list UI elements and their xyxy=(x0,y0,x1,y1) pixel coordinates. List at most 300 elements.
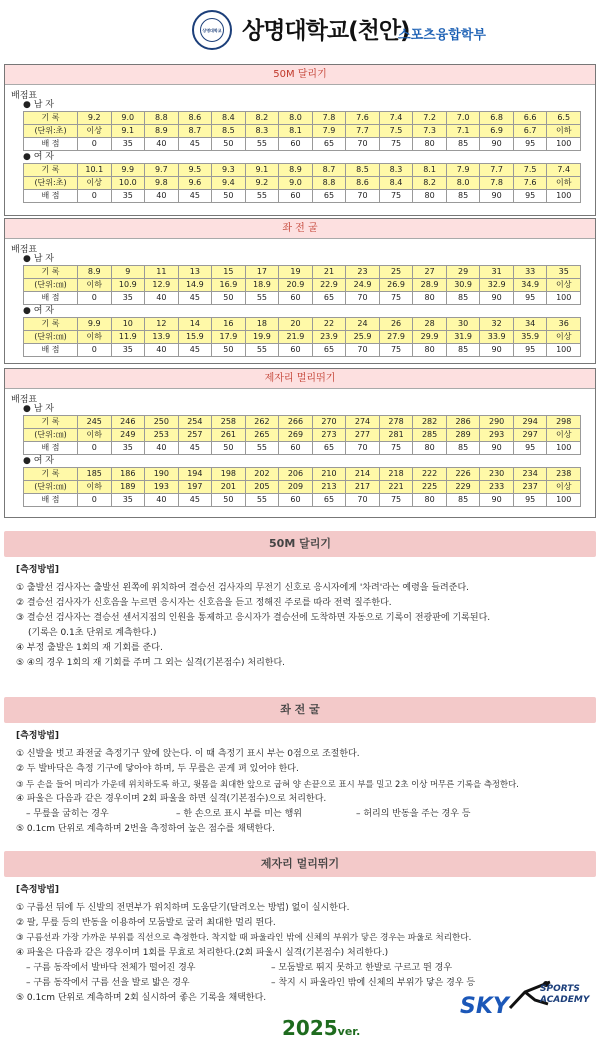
row-label: 배 점 xyxy=(24,344,78,357)
table-cell: 31 xyxy=(480,266,514,279)
table-cell: 26.9 xyxy=(379,279,413,292)
table-cell: 70 xyxy=(346,494,380,507)
table-cell: 80 xyxy=(413,344,447,357)
logo-sky: SKY xyxy=(460,994,509,1019)
table-cell: 50 xyxy=(212,442,246,455)
row-label: (단위:㎝) xyxy=(24,481,78,494)
row-label: 기 록 xyxy=(24,468,78,481)
method-head: [측정방법] xyxy=(16,565,60,575)
table-cell: 7.8 xyxy=(312,112,346,125)
table-cell: 35 xyxy=(111,442,145,455)
table-cell: 35 xyxy=(111,138,145,151)
table-cell: 34 xyxy=(513,318,547,331)
table-cell: 21.9 xyxy=(279,331,313,344)
table-cell: 14 xyxy=(178,318,212,331)
table-cell: 221 xyxy=(379,481,413,494)
department-name: 스포츠융합학부 xyxy=(398,28,486,43)
table-cell: 28 xyxy=(413,318,447,331)
table-cell: 45 xyxy=(178,442,212,455)
method-head: [측정방법] xyxy=(16,731,60,741)
table-cell: 8.7 xyxy=(178,125,212,138)
table-cell: 9.1 xyxy=(111,125,145,138)
table-cell: 20 xyxy=(279,318,313,331)
table-cell: 16.9 xyxy=(212,279,246,292)
table-cell: 29 xyxy=(446,266,480,279)
table-cell: 35 xyxy=(111,190,145,203)
table-cell: 9.1 xyxy=(245,164,279,177)
table-cell: 18.9 xyxy=(245,279,279,292)
table-cell: 100 xyxy=(547,292,581,305)
table-cell: 90 xyxy=(480,292,514,305)
table-cell: 85 xyxy=(446,138,480,151)
table-cell: 237 xyxy=(513,481,547,494)
table-cell: 75 xyxy=(379,292,413,305)
row-label: 기 록 xyxy=(24,164,78,177)
table-cell: 45 xyxy=(178,190,212,203)
table-cell: 9.0 xyxy=(279,177,313,190)
table-cell: 245 xyxy=(78,416,112,429)
table-cell: 230 xyxy=(480,468,514,481)
table-cell: 290 xyxy=(480,416,514,429)
male-label: ● 남 자 xyxy=(23,404,54,414)
row-label: 기 록 xyxy=(24,112,78,125)
method-line: ④ 파울은 다음과 같은 경우이며 1회를 무효로 처리한다.(2회 파울시 실격(기본점수) 처리한다.) xyxy=(16,948,389,958)
table-cell: 7.1 xyxy=(446,125,480,138)
table-cell: 55 xyxy=(245,344,279,357)
female-table xyxy=(23,163,581,203)
table-row xyxy=(24,138,581,151)
table-cell: 8.9 xyxy=(145,125,179,138)
row-label: (단위:초) xyxy=(24,177,78,190)
method-line: ① 신발을 벗고 좌전굴 측정기구 앞에 앉는다. 이 때 측정기 표시 부는 0점으로 조절한다. xyxy=(16,749,360,759)
table-cell: 65 xyxy=(312,442,346,455)
header xyxy=(0,0,600,64)
table-cell: 9.9 xyxy=(78,318,112,331)
table-cell: 7.6 xyxy=(346,112,380,125)
table-cell: 193 xyxy=(145,481,179,494)
table-cell: 7.6 xyxy=(513,177,547,190)
method-sit-body xyxy=(4,723,596,843)
method-line: ① 구름선 뒤에 두 신발의 전면부가 위치하며 도움닫기(달려오는 방법) 없이 실시한다. xyxy=(16,903,350,913)
male-table xyxy=(23,111,581,151)
table-cell: 40 xyxy=(145,494,179,507)
female-table xyxy=(23,467,581,507)
table-cell: 289 xyxy=(446,429,480,442)
table-cell: 35.9 xyxy=(513,331,547,344)
foul-item: – 구름 동작에서 발바닥 전체가 떨어진 경우 xyxy=(26,963,196,973)
table-cell: 17 xyxy=(245,266,279,279)
table-cell: 186 xyxy=(111,468,145,481)
table-cell: 이하 xyxy=(78,481,112,494)
table-cell: 6.8 xyxy=(480,112,514,125)
table-cell: 185 xyxy=(78,468,112,481)
table-cell: 8.4 xyxy=(379,177,413,190)
table-cell: 197 xyxy=(178,481,212,494)
table-cell: 이하 xyxy=(78,429,112,442)
table-cell: 65 xyxy=(312,344,346,357)
female-label: ● 여 자 xyxy=(23,152,54,162)
table-cell: 298 xyxy=(547,416,581,429)
table-row xyxy=(24,318,581,331)
table-cell: 32 xyxy=(480,318,514,331)
table-cell: 7.4 xyxy=(547,164,581,177)
table-cell: 270 xyxy=(312,416,346,429)
table-cell: 85 xyxy=(446,292,480,305)
row-label: (단위:㎝) xyxy=(24,331,78,344)
method-line: ③ 구름선과 가장 가까운 부위를 직선으로 측정한다. 착지할 때 파울라인 밖에 신체의 부위가 닿은 경우는 파울로 처리한다. xyxy=(16,933,472,943)
method-head: [측정방법] xyxy=(16,885,60,895)
table-cell: 269 xyxy=(279,429,313,442)
table-cell: 214 xyxy=(346,468,380,481)
row-label: (단위:㎝) xyxy=(24,279,78,292)
table-cell: 7.5 xyxy=(513,164,547,177)
table-cell: 8.5 xyxy=(212,125,246,138)
table-cell: 19.9 xyxy=(245,331,279,344)
table-cell: 75 xyxy=(379,344,413,357)
table-cell: 27 xyxy=(413,266,447,279)
table-cell: 18 xyxy=(245,318,279,331)
method-run-section xyxy=(4,531,596,677)
table-cell: 40 xyxy=(145,344,179,357)
table-row xyxy=(24,468,581,481)
table-cell: 7.3 xyxy=(413,125,447,138)
table-cell: 8.1 xyxy=(279,125,313,138)
table-cell: 206 xyxy=(279,468,313,481)
table-cell: 95 xyxy=(513,138,547,151)
table-cell: 90 xyxy=(480,442,514,455)
table-cell: 253 xyxy=(145,429,179,442)
male-label: ● 남 자 xyxy=(23,100,54,110)
table-cell: 45 xyxy=(178,494,212,507)
table-cell: 이하 xyxy=(78,279,112,292)
method-line: ② 두 발바닥은 측정 기구에 닿아야 하며, 두 무릎은 곧게 펴 있어야 한다. xyxy=(16,764,299,774)
university-seal xyxy=(192,10,232,50)
row-label: (단위:㎝) xyxy=(24,429,78,442)
table-cell: 293 xyxy=(480,429,514,442)
table-cell: 이상 xyxy=(547,279,581,292)
table-cell: 75 xyxy=(379,442,413,455)
table-cell: 190 xyxy=(145,468,179,481)
table-cell: 13.9 xyxy=(145,331,179,344)
table-cell: 22.9 xyxy=(312,279,346,292)
seal-text: 상명대학교 xyxy=(200,18,224,42)
table-cell: 8.9 xyxy=(78,266,112,279)
table-cell: 40 xyxy=(145,292,179,305)
table-cell: 60 xyxy=(279,344,313,357)
table-cell: 285 xyxy=(413,429,447,442)
table-cell: 8.9 xyxy=(279,164,313,177)
table-cell: 257 xyxy=(178,429,212,442)
method-line: (기록은 0.1초 단위로 계측한다.) xyxy=(28,628,157,638)
method-run-title: 50M 달리기 xyxy=(4,531,596,557)
foul-list xyxy=(16,961,584,976)
table-cell: 40 xyxy=(145,190,179,203)
table-cell: 75 xyxy=(379,138,413,151)
table-cell: 13 xyxy=(178,266,212,279)
table-cell: 249 xyxy=(111,429,145,442)
table-cell: 6.7 xyxy=(513,125,547,138)
table-cell: 189 xyxy=(111,481,145,494)
table-cell: 35 xyxy=(111,344,145,357)
table-cell: 202 xyxy=(245,468,279,481)
table-cell: 8.4 xyxy=(212,112,246,125)
table-row xyxy=(24,190,581,203)
table-row xyxy=(24,279,581,292)
table-cell: 10.1 xyxy=(78,164,112,177)
table-cell: 이상 xyxy=(78,125,112,138)
table-cell: 35 xyxy=(547,266,581,279)
row-label: (단위:초) xyxy=(24,125,78,138)
table-cell: 25.9 xyxy=(346,331,380,344)
table-cell: 17.9 xyxy=(212,331,246,344)
table-cell: 209 xyxy=(279,481,313,494)
table-cell: 70 xyxy=(346,138,380,151)
table-cell: 65 xyxy=(312,138,346,151)
table-cell: 이상 xyxy=(547,481,581,494)
table-cell: 8.1 xyxy=(413,164,447,177)
table-cell: 55 xyxy=(245,494,279,507)
male-label: ● 남 자 xyxy=(23,254,54,264)
table-cell: 50 xyxy=(212,292,246,305)
table-cell: 10 xyxy=(111,318,145,331)
foul-item: – 착지 시 파울라인 밖에 신체의 부위가 닿은 경우 등 xyxy=(271,978,476,988)
table-cell: 50 xyxy=(212,494,246,507)
table-cell: 8.0 xyxy=(446,177,480,190)
table-row xyxy=(24,266,581,279)
table-cell: 80 xyxy=(413,442,447,455)
table-cell: 8.8 xyxy=(145,112,179,125)
table-cell: 294 xyxy=(513,416,547,429)
table-cell: 22 xyxy=(312,318,346,331)
table-cell: 8.0 xyxy=(279,112,313,125)
jump-score-table xyxy=(4,368,596,518)
method-line: ① 출발선 검사자는 출발선 왼쪽에 위치하여 결승선 검사자의 무전기 신호로 응시자에게 '차려'라는 예령을 들려준다. xyxy=(16,583,469,593)
table-cell: 95 xyxy=(513,190,547,203)
table-cell: 이하 xyxy=(547,177,581,190)
table-cell: 7.4 xyxy=(379,112,413,125)
sky-sports-academy-logo xyxy=(460,980,590,1020)
table-cell: 60 xyxy=(279,442,313,455)
table-cell: 11 xyxy=(145,266,179,279)
table-cell: 65 xyxy=(312,292,346,305)
table-cell: 238 xyxy=(547,468,581,481)
table-cell: 90 xyxy=(480,344,514,357)
sit-score-table xyxy=(4,218,596,364)
table-cell: 0 xyxy=(78,138,112,151)
table-cell: 27.9 xyxy=(379,331,413,344)
table-cell: 9.5 xyxy=(178,164,212,177)
table-cell: 36 xyxy=(547,318,581,331)
table-cell: 198 xyxy=(212,468,246,481)
table-cell: 60 xyxy=(279,138,313,151)
row-label: 배 점 xyxy=(24,442,78,455)
table-cell: 14.9 xyxy=(178,279,212,292)
method-sit-title: 좌 전 굴 xyxy=(4,697,596,723)
table-cell: 32.9 xyxy=(480,279,514,292)
table-cell: 30 xyxy=(446,318,480,331)
table-cell: 15 xyxy=(212,266,246,279)
table-cell: 297 xyxy=(513,429,547,442)
table-cell: 282 xyxy=(413,416,447,429)
table-cell: 95 xyxy=(513,442,547,455)
table-cell: 0 xyxy=(78,292,112,305)
table-cell: 60 xyxy=(279,494,313,507)
table-cell: 8.2 xyxy=(245,112,279,125)
table-cell: 95 xyxy=(513,494,547,507)
foul-item: – 모둠발로 뛰지 못하고 한발로 구르고 뛴 경우 xyxy=(271,963,453,973)
male-table xyxy=(23,265,581,305)
table-row xyxy=(24,292,581,305)
table-cell: 10.0 xyxy=(111,177,145,190)
version-suffix: ver. xyxy=(337,1025,361,1038)
table-cell: 이상 xyxy=(78,177,112,190)
table-cell: 이상 xyxy=(547,331,581,344)
table-cell: 75 xyxy=(379,190,413,203)
table-cell: 15.9 xyxy=(178,331,212,344)
table-cell: 226 xyxy=(446,468,480,481)
table-cell: 85 xyxy=(446,344,480,357)
table-cell: 9.4 xyxy=(212,177,246,190)
row-label: 배 점 xyxy=(24,494,78,507)
female-table xyxy=(23,317,581,357)
table-cell: 75 xyxy=(379,494,413,507)
table-cell: 210 xyxy=(312,468,346,481)
table-row xyxy=(24,344,581,357)
table-cell: 258 xyxy=(212,416,246,429)
table-cell: 7.5 xyxy=(379,125,413,138)
run-score-table xyxy=(4,64,596,216)
method-jump-title: 제자리 멀리뛰기 xyxy=(4,851,596,877)
table-cell: 100 xyxy=(547,494,581,507)
method-run-body xyxy=(4,557,596,677)
table-cell: 80 xyxy=(413,138,447,151)
method-line: ④ 파울은 다음과 같은 경우이며 2회 파울을 하면 실격(기본점수)으로 처리한다. xyxy=(16,794,327,804)
table-row xyxy=(24,494,581,507)
table-cell: 80 xyxy=(413,190,447,203)
table-cell: 250 xyxy=(145,416,179,429)
table-cell: 229 xyxy=(446,481,480,494)
table-cell: 70 xyxy=(346,292,380,305)
table-cell: 9.7 xyxy=(145,164,179,177)
table-cell: 21 xyxy=(312,266,346,279)
score-label: 배점표 xyxy=(11,245,38,255)
table-cell: 55 xyxy=(245,292,279,305)
method-line: ② 팔, 무릎 등의 반동을 이용하여 모둠발로 굴러 최대한 멀리 뛴다. xyxy=(16,918,276,928)
method-line: ⑤ ④의 경우 1회의 재 기회를 주며 그 외는 실격(기본점수) 처리한다. xyxy=(16,658,286,668)
female-label: ● 여 자 xyxy=(23,306,54,316)
table-cell: 90 xyxy=(480,494,514,507)
table-cell: 278 xyxy=(379,416,413,429)
method-line: ⑤ 0.1cm 단위로 계측하며 2회 실시하여 좋은 기록을 채택한다. xyxy=(16,993,267,1003)
table-row xyxy=(24,442,581,455)
table-cell: 8.2 xyxy=(413,177,447,190)
table-cell: 이상 xyxy=(547,429,581,442)
table-cell: 50 xyxy=(212,190,246,203)
table-cell: 205 xyxy=(245,481,279,494)
table-cell: 40 xyxy=(145,138,179,151)
table-cell: 28.9 xyxy=(413,279,447,292)
table-cell: 65 xyxy=(312,190,346,203)
table-cell: 254 xyxy=(178,416,212,429)
table-cell: 19 xyxy=(279,266,313,279)
table-cell: 8.5 xyxy=(346,164,380,177)
foul-item: – 허리의 반동을 주는 경우 등 xyxy=(356,809,471,819)
foul-item: – 구름 동작에서 구름 선을 발로 밟은 경우 xyxy=(26,978,190,988)
row-label: 기 록 xyxy=(24,318,78,331)
university-name: 상명대학교(천안) xyxy=(242,18,410,44)
table-cell: 25 xyxy=(379,266,413,279)
method-sit-section xyxy=(4,697,596,843)
table-row xyxy=(24,481,581,494)
table-cell: 7.7 xyxy=(346,125,380,138)
table-cell: 이하 xyxy=(78,331,112,344)
table-cell: 8.3 xyxy=(379,164,413,177)
table-cell: 233 xyxy=(480,481,514,494)
table-cell: 100 xyxy=(547,344,581,357)
table-cell: 8.6 xyxy=(178,112,212,125)
method-line: ② 결승선 검사자가 신호음을 누르면 응시자는 신호음을 듣고 정해진 주로를 따라 전력 질주한다. xyxy=(16,598,392,608)
version-label xyxy=(282,1016,360,1040)
table-cell: 9.9 xyxy=(111,164,145,177)
table-cell: 246 xyxy=(111,416,145,429)
table-cell: 55 xyxy=(245,138,279,151)
table-cell: 7.9 xyxy=(312,125,346,138)
table-cell: 40 xyxy=(145,442,179,455)
method-line: ⑤ 0.1cm 단위로 계측하며 2번을 측정하여 높은 점수를 채택한다. xyxy=(16,824,275,834)
table-cell: 100 xyxy=(547,138,581,151)
table-cell: 9 xyxy=(111,266,145,279)
table-row xyxy=(24,177,581,190)
table-cell: 12.9 xyxy=(145,279,179,292)
table-cell: 11.9 xyxy=(111,331,145,344)
score-label: 배점표 xyxy=(11,395,38,405)
foul-list xyxy=(16,807,584,822)
row-label: 기 록 xyxy=(24,266,78,279)
table-cell: 33 xyxy=(513,266,547,279)
table-cell: 34.9 xyxy=(513,279,547,292)
table-title: 좌 전 굴 xyxy=(5,219,595,239)
table-cell: 85 xyxy=(446,190,480,203)
table-cell: 70 xyxy=(346,190,380,203)
table-cell: 95 xyxy=(513,344,547,357)
table-cell: 213 xyxy=(312,481,346,494)
table-cell: 218 xyxy=(379,468,413,481)
table-cell: 20.9 xyxy=(279,279,313,292)
table-cell: 194 xyxy=(178,468,212,481)
table-cell: 60 xyxy=(279,292,313,305)
table-cell: 6.6 xyxy=(513,112,547,125)
table-cell: 85 xyxy=(446,494,480,507)
table-cell: 70 xyxy=(346,344,380,357)
table-cell: 8.3 xyxy=(245,125,279,138)
table-cell: 7.2 xyxy=(413,112,447,125)
table-cell: 7.9 xyxy=(446,164,480,177)
table-cell: 266 xyxy=(279,416,313,429)
table-cell: 0 xyxy=(78,494,112,507)
table-cell: 273 xyxy=(312,429,346,442)
table-cell: 80 xyxy=(413,494,447,507)
table-row xyxy=(24,164,581,177)
table-cell: 8.8 xyxy=(312,177,346,190)
table-cell: 9.0 xyxy=(111,112,145,125)
table-cell: 9.2 xyxy=(78,112,112,125)
table-cell: 70 xyxy=(346,442,380,455)
method-line: ③ 결승선 검사자는 결승선 센서지점의 인원을 통제하고 응시자가 결승선에 도착하면 자동으로 기록이 전광판에 기록된다. xyxy=(16,613,491,623)
male-table xyxy=(23,415,581,455)
table-cell: 16 xyxy=(212,318,246,331)
table-cell: 265 xyxy=(245,429,279,442)
table-cell: 274 xyxy=(346,416,380,429)
